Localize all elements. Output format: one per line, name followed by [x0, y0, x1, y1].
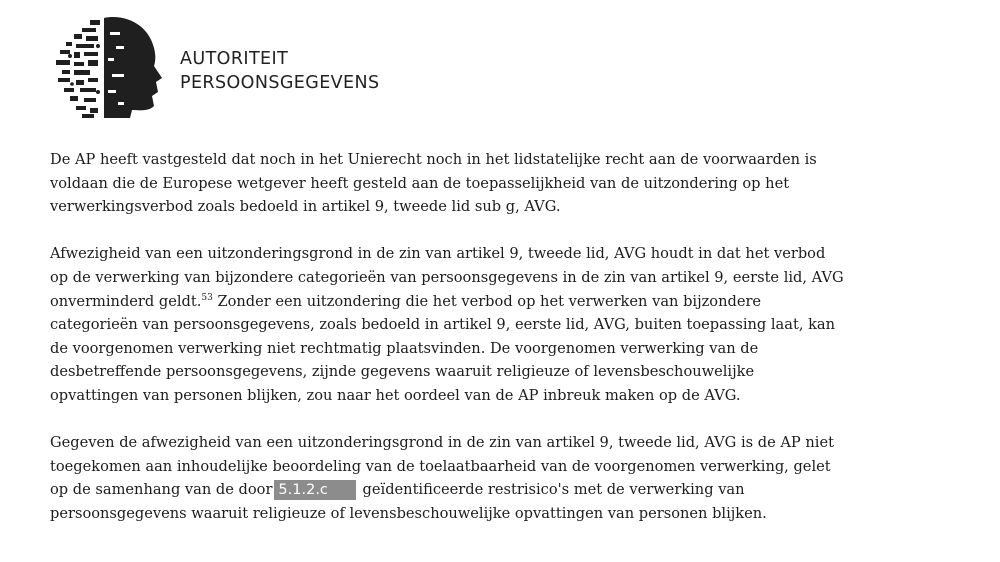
paragraph-absence-exception	[50, 242, 930, 407]
text-line: op de verwerking van bijzondere categorieën van persoonsgegevens in de zin van artikel 9, eerste lid, AVG	[50, 268, 844, 286]
text-segment: onverminderd geldt.	[50, 292, 202, 310]
text-segment: Zonder een uitzondering die het verbod op het verwerken van bijzondere	[212, 292, 762, 310]
text-line: persoonsgegevens waaruit religieuze of levensbeschouwelijke opvattingen van personen blijken.	[50, 504, 767, 522]
text-line: Gegeven de afwezigheid van een uitzonderingsgrond in de zin van artikel 9, tweede lid, AVG is de AP niet	[50, 434, 834, 452]
organization-name	[180, 47, 380, 95]
text-line: De AP heeft vastgesteld dat noch in het Unierecht noch in het lidstatelijke recht aan de voorwaarden is	[50, 151, 817, 168]
footnote-reference[interactable]: 53	[201, 292, 213, 303]
text-line: voldaan die de Europese wetgever heeft gesteld aan de toepasselijkheid van de uitzondering op het	[50, 174, 790, 192]
text-line: de voorgenomen verwerking niet rechtmatig plaatsvinden. De voorgenomen verwerking van de	[50, 339, 759, 357]
paragraph-conclusion	[50, 148, 930, 219]
text-line: opvattingen van personen blijken, zou naar het oordeel van de AP inbreuk maken op de AVG.	[50, 386, 741, 404]
text-line: categorieën van persoonsgegevens, zoals bedoeld in artikel 9, eerste lid, AVG, buiten toepassing laat, kan	[50, 316, 836, 334]
text-line: toegekomen aan inhoudelijke beoordeling van de toelaatbaarheid van de voorgenomen verwerking, gelet	[50, 457, 831, 475]
text-segment: geïdentificeerde restrisico's met de verwerking van	[357, 481, 745, 499]
paragraph-assessment	[50, 431, 930, 525]
redaction-box: 5.1.2.c	[274, 480, 355, 500]
text-segment: op de samenhang van de door	[50, 481, 273, 499]
document-header	[52, 12, 552, 122]
text-line: desbetreffende persoonsgegevens, zijnde gegevens waaruit religieuze of levensbeschouwelijke	[50, 363, 755, 381]
document-body	[50, 148, 930, 526]
text-line: Afwezigheid van een uitzonderingsgrond in de zin van artikel 9, tweede lid, AVG houdt in dat het verbod	[50, 245, 826, 263]
ap-profile-logo-icon	[52, 12, 164, 120]
text-line	[50, 478, 930, 502]
org-name-line1: AUTORITEIT	[180, 49, 289, 69]
text-line	[50, 290, 930, 314]
org-name-line2: PERSOONSGEGEVENS	[180, 73, 380, 93]
text-line: verwerkingsverbod zoals bedoeld in artikel 9, tweede lid sub g, AVG.	[50, 198, 561, 216]
